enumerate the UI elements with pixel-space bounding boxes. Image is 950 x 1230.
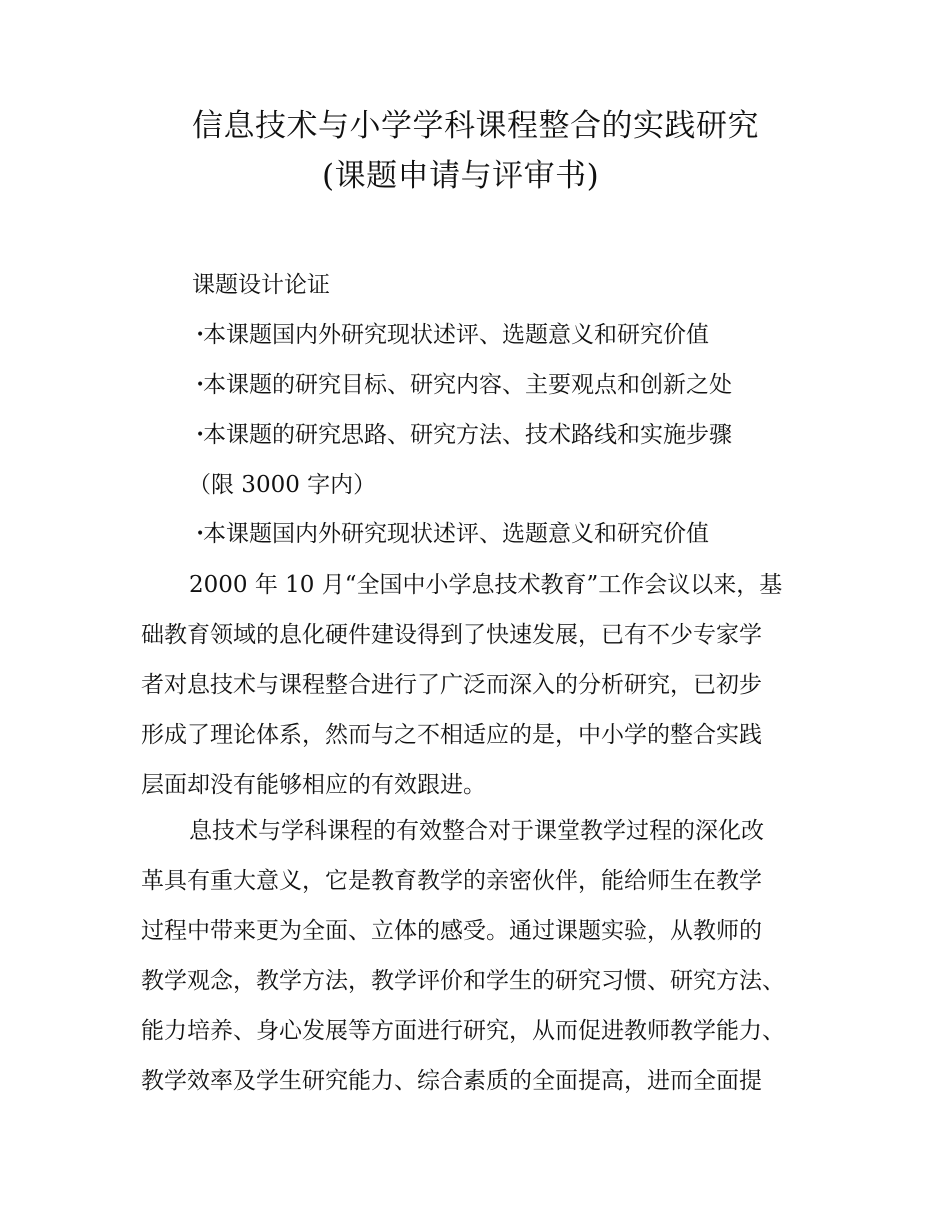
bullet-text: 本课题的研究思路、研究方法、技术路线和实施步骤 <box>203 422 732 448</box>
bullet-item <box>196 420 732 450</box>
bullet-dot-icon: • <box>196 526 205 542</box>
word-limit-note: （限 3000 字内） <box>188 472 377 498</box>
bullet-text: 本课题的研究目标、研究内容、主要观点和创新之处 <box>203 372 732 398</box>
document-title-line1: 信息技术与小学学科课程整合的实践研究 <box>192 108 759 144</box>
bullet-item <box>196 320 709 350</box>
section-heading: 课题设计论证 <box>192 272 330 298</box>
bullet-dot-icon: • <box>196 427 205 443</box>
bullet-text: 本课题国内外研究现状述评、选题意义和研究价值 <box>203 322 709 348</box>
paragraph-line: 教学观念，教学方法，教学评价和学生的研究习惯、研究方法、 <box>141 968 785 994</box>
paragraph-line: 础教育领域的息化硬件建设得到了快速发展，已有不少专家学 <box>141 622 762 648</box>
paragraph-line: 能力培养、身心发展等方面进行研究，从而促进教师教学能力、 <box>141 1018 785 1044</box>
paragraph-line: 形成了理论体系，然而与之不相适应的是，中小学的整合实践 <box>141 722 762 748</box>
bullet-item <box>196 370 732 400</box>
bullet-item <box>196 519 709 549</box>
bullet-dot-icon: • <box>196 377 205 393</box>
paragraph-line: 息技术与学科课程的有效整合对于课堂教学过程的深化改 <box>189 818 764 844</box>
document-title-line2: (课题申请与评审书) <box>322 158 600 194</box>
body-paragraph-2 <box>141 806 821 1106</box>
bullet-dot-icon: • <box>196 327 205 343</box>
paragraph-line: 层面却没有能够相应的有效跟进。 <box>141 772 486 798</box>
paragraph-line: 者对息技术与课程整合进行了广泛而深入的分析研究，已初步 <box>141 672 762 698</box>
paragraph-line: 革具有重大意义，它是教育教学的亲密伙伴，能给师生在教学 <box>141 868 762 894</box>
body-paragraph-1 <box>141 560 821 810</box>
bullet-text: 本课题国内外研究现状述评、选题意义和研究价值 <box>203 521 709 547</box>
paragraph-line: 2000 年 10 月“全国中小学息技术教育”工作会议以来，基 <box>189 572 783 598</box>
paragraph-line: 教学效率及学生研究能力、综合素质的全面提高，进而全面提 <box>141 1068 762 1094</box>
paragraph-line: 过程中带来更为全面、立体的感受。通过课题实验，从教师的 <box>141 918 762 944</box>
